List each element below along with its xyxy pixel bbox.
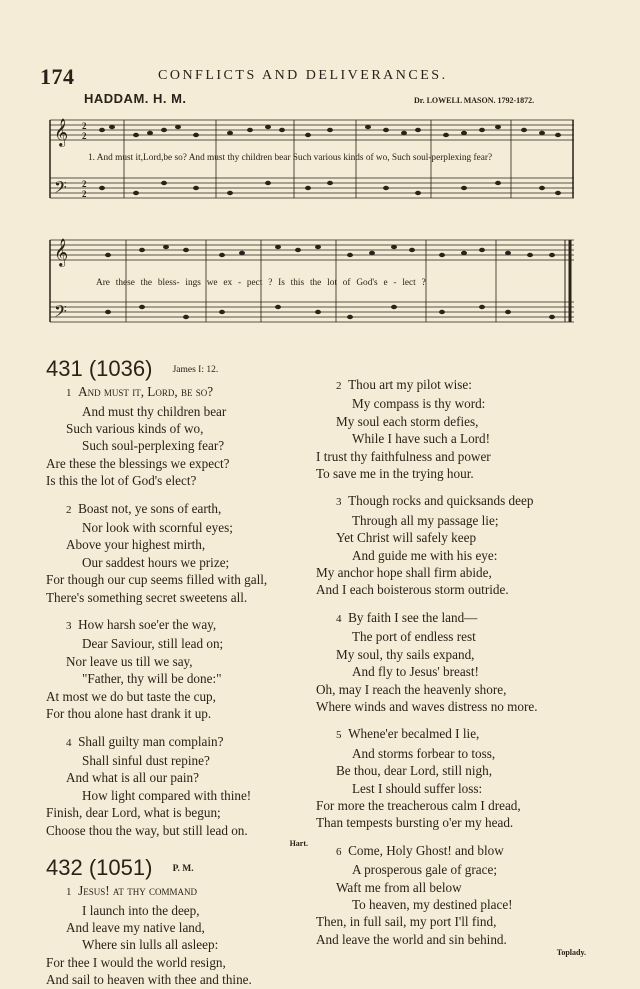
verse-line: Lest I should suffer loss: bbox=[352, 780, 483, 796]
verse-line: Where sin lulls all asleep: bbox=[82, 937, 219, 953]
svg-text:𝄢: 𝄢 bbox=[54, 179, 67, 201]
stanza-number: 4 bbox=[336, 612, 342, 625]
music-system-1 bbox=[46, 114, 576, 224]
verse-line: Such soul-perplexing fear? bbox=[82, 438, 225, 454]
hymn-431-stanza-3 bbox=[46, 616, 308, 722]
verse-line: Though rocks and quicksands deep bbox=[348, 493, 534, 509]
right-column bbox=[316, 376, 586, 958]
verse-line: At most we do but taste the cup, bbox=[46, 688, 216, 704]
hymn-431-stanza-r4 bbox=[316, 609, 586, 715]
verse-line: Come, Holy Ghost! and blow bbox=[348, 842, 504, 858]
verse-line: Is this the lot of God's elect? bbox=[46, 473, 197, 489]
verse-line: How harsh soe'er the way, bbox=[78, 617, 217, 633]
music-system-2 bbox=[46, 234, 576, 344]
svg-text:𝄞: 𝄞 bbox=[54, 240, 69, 266]
verse-line: I launch into the deep, bbox=[82, 902, 200, 918]
verse-line: My compass is thy word: bbox=[352, 396, 486, 412]
left-column bbox=[46, 356, 308, 989]
verse-line: And fly to Jesus' breast! bbox=[352, 664, 479, 680]
verse-line: A prosperous gale of grace; bbox=[352, 862, 498, 878]
verse-line: And guide me with his eye: bbox=[352, 547, 498, 563]
hymn-431-stanza-r5 bbox=[316, 725, 586, 831]
hymn-431-alt-number: (1036) bbox=[88, 356, 153, 381]
hymn-431-stanza-4 bbox=[46, 733, 308, 839]
page-header bbox=[40, 64, 610, 88]
lyric-line-2: Are these the bless- ings we ex - pect ? Is this the lot of God's e - lect ? bbox=[96, 278, 426, 288]
hymn-431-stanza-r2 bbox=[316, 376, 586, 482]
page-number: 174 bbox=[40, 64, 75, 89]
hymn-432-author: Toplady. bbox=[556, 948, 586, 958]
verse-line: Where winds and waves distress no more. bbox=[316, 698, 538, 714]
verse-line: Shall guilty man complain? bbox=[78, 733, 224, 749]
stanza-number: 3 bbox=[66, 620, 72, 633]
hymn-431-stanza-1 bbox=[46, 383, 308, 489]
verse-line: And what is all our pain? bbox=[66, 770, 199, 786]
verse-line: Thou art my pilot wise: bbox=[348, 377, 472, 392]
verse-line: Oh, may I reach the heavenly shore, bbox=[316, 681, 507, 697]
svg-text:𝄞: 𝄞 bbox=[54, 120, 69, 146]
lyric-line-1: 1. And must it,Lord,be so? And must thy children bear Such various kinds of wo, Such soul-perplexing fear? bbox=[88, 153, 493, 163]
tune-composer: Dr. LOWELL MASON. 1792-1872. bbox=[414, 96, 535, 105]
stanza-number: 6 bbox=[336, 845, 342, 858]
verse-line: Such various kinds of wo, bbox=[66, 421, 204, 436]
verse-line: Whene'er becalmed I lie, bbox=[348, 726, 480, 742]
verse-line: Then, in full sail, my port I'll find, bbox=[316, 914, 497, 930]
hymn-431-reference: James I: 12. bbox=[172, 365, 219, 376]
verse-line: By faith I see the land— bbox=[348, 609, 478, 625]
hymn-432-heading bbox=[46, 855, 308, 882]
verse-line: Above your highest mirth, bbox=[66, 537, 206, 553]
music-staff-system-2 bbox=[46, 234, 576, 344]
hymn-431-stanza-2 bbox=[46, 500, 308, 606]
svg-text:2: 2 bbox=[82, 121, 87, 131]
hymn-431-stanza-r6 bbox=[316, 842, 586, 948]
verse-line: Be thou, dear Lord, still nigh, bbox=[336, 763, 493, 779]
hymn-431-number: 431 bbox=[46, 356, 83, 381]
stanza-number: 1 bbox=[66, 886, 72, 899]
verse-line: The port of endless rest bbox=[352, 629, 476, 645]
verse-line: Nor leave us till we say, bbox=[66, 653, 193, 669]
hymn-431-heading bbox=[46, 356, 308, 383]
hymn-432-alt-number: (1051) bbox=[88, 854, 153, 880]
verse-line: Yet Christ will safely keep bbox=[336, 530, 477, 546]
verse-line: Choose thou the way, but still lead on. bbox=[46, 822, 248, 838]
stanza-number: 4 bbox=[66, 736, 72, 749]
stanza-number: 2 bbox=[336, 380, 342, 392]
svg-text:2: 2 bbox=[82, 179, 87, 189]
verse-line: For though our cup seems filled with gall, bbox=[46, 572, 268, 588]
verse-line: And leave the world and sin behind. bbox=[316, 931, 507, 947]
hymn-431-stanza-r3 bbox=[316, 492, 586, 598]
music-staff-system-1 bbox=[46, 114, 576, 224]
verse-line: And I each boisterous storm outride. bbox=[316, 582, 509, 598]
hymn-432-number: 432 bbox=[46, 854, 83, 880]
section-title: CONFLICTS AND DELIVERANCES. bbox=[158, 68, 448, 83]
hymn-432-meter: P. M. bbox=[172, 864, 194, 875]
verse-line: For more the treacherous calm I dread, bbox=[316, 797, 521, 813]
verse-line: Through all my passage lie; bbox=[352, 512, 499, 528]
hymn-431-author: Hart. bbox=[289, 838, 308, 848]
verse-line: And must thy children bear bbox=[82, 403, 227, 419]
verse-line: There's something secret sweetens all. bbox=[46, 589, 248, 605]
svg-text:2: 2 bbox=[82, 131, 87, 141]
stanza-number: 2 bbox=[66, 503, 72, 516]
verse-line: Boast not, ye sons of earth, bbox=[78, 500, 222, 516]
verse-line: Waft me from all below bbox=[336, 879, 462, 895]
verse-line: Are these the blessings we expect? bbox=[46, 455, 230, 471]
hymn-432-stanza-1 bbox=[46, 882, 308, 988]
stanza-number: 1 bbox=[66, 387, 72, 400]
verse-line: My soul each storm defies, bbox=[336, 413, 479, 429]
verse-line: "Father, thy will be done:" bbox=[82, 671, 222, 687]
svg-text:𝄢: 𝄢 bbox=[54, 303, 67, 325]
verse-line: Our saddest hours we prize; bbox=[82, 554, 230, 570]
verse-line: While I have such a Lord! bbox=[352, 431, 491, 447]
verse-line: My soul, thy sails expand, bbox=[336, 646, 475, 662]
verse-line: For thee I would the world resign, bbox=[46, 954, 226, 970]
verse-line: And leave my native land, bbox=[66, 919, 205, 935]
verse-line: My anchor hope shall firm abide, bbox=[316, 565, 492, 581]
svg-text:2: 2 bbox=[82, 189, 87, 199]
verse-line: Than tempests bursting o'er my head. bbox=[316, 815, 514, 831]
verse-line: Finish, dear Lord, what is begun; bbox=[46, 805, 221, 821]
verse-line: I trust thy faithfulness and power bbox=[316, 448, 491, 464]
verse-line: Dear Saviour, still lead on; bbox=[82, 636, 224, 652]
verse-line: Nor look with scornful eyes; bbox=[82, 520, 233, 536]
tune-name: HADDAM. H. M. bbox=[84, 91, 187, 106]
verse-line: How light compared with thine! bbox=[82, 787, 252, 803]
verse-line: To heaven, my destined place! bbox=[352, 896, 513, 912]
verse-line: To save me in the trying hour. bbox=[316, 466, 474, 482]
verse-line: And sail to heaven with thee and thine. bbox=[46, 972, 252, 988]
verse-line: And storms forbear to toss, bbox=[352, 745, 496, 761]
stanza-number: 3 bbox=[336, 496, 342, 509]
verse-line: For thou alone hast drank it up. bbox=[46, 706, 212, 722]
verse-line: And must it, Lord, be so? bbox=[78, 384, 214, 400]
verse-line: Jesus! at thy command bbox=[78, 883, 198, 899]
stanza-number: 5 bbox=[336, 729, 342, 742]
verse-line: Shall sinful dust repine? bbox=[82, 752, 210, 768]
